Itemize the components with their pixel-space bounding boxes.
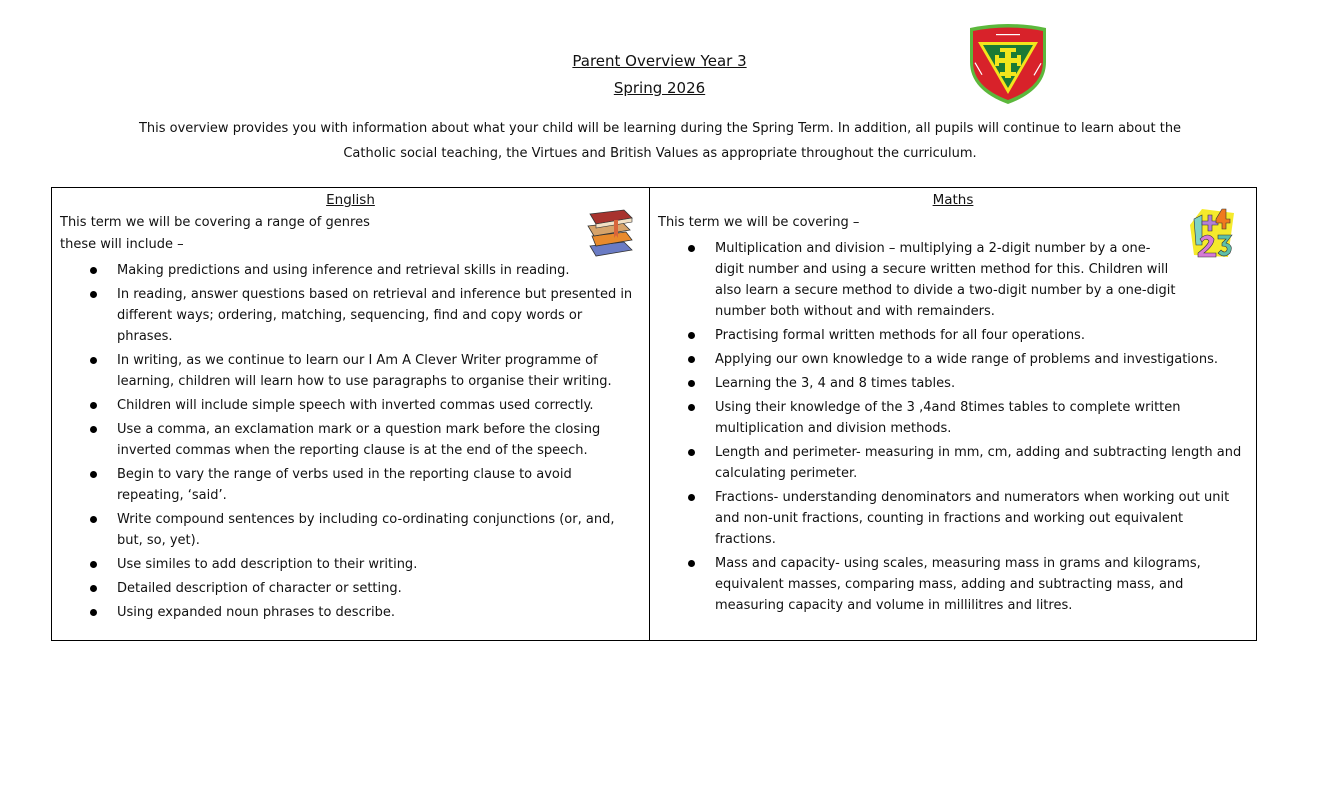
maths-item-text: Practising formal written methods for all four operations.	[715, 328, 1085, 343]
maths-item-text: Using their knowledge of the 3 ,4and 8times tables to complete written multiplication and division methods.	[715, 400, 1181, 436]
english-item-text: Making predictions and using inference and retrieval skills in reading.	[117, 263, 570, 278]
bullet-icon	[90, 291, 97, 298]
maths-lead: This term we will be covering –	[658, 215, 860, 230]
bullet-icon	[90, 516, 97, 523]
maths-item	[658, 349, 1248, 370]
bullet-icon	[90, 357, 97, 364]
maths-item	[658, 487, 1248, 550]
subjects-table	[51, 187, 1257, 641]
english-item	[60, 554, 641, 575]
bullet-icon	[90, 267, 97, 274]
maths-item-text: Length and perimeter- measuring in mm, cm, adding and subtracting length and calculating perimeter.	[715, 445, 1242, 481]
books-icon	[584, 206, 636, 258]
english-item-text: Detailed description of character or setting.	[117, 581, 402, 596]
document-header	[0, 48, 1319, 102]
term-title: Spring 2026	[613, 79, 706, 97]
english-item-text: Begin to vary the range of verbs used in the reporting clause to avoid repeating, ‘said’.	[117, 467, 572, 503]
bullet-icon	[90, 471, 97, 478]
english-lead-1: This term we will be covering a range of genres	[60, 215, 370, 230]
english-item	[60, 284, 641, 347]
bullet-icon	[688, 494, 695, 501]
maths-item-text: Mass and capacity- using scales, measuring mass in grams and kilograms, equivalent masses, comparing mass, adding and subtracting mass, and measuring capacity and volume in millilitres and litres.	[715, 556, 1201, 613]
bullet-icon	[90, 585, 97, 592]
maths-item	[658, 238, 1248, 322]
english-lead-2: these will include –	[60, 237, 184, 252]
bullet-icon	[688, 380, 695, 387]
english-item	[60, 509, 641, 551]
english-item-text: In reading, answer questions based on retrieval and inference but presented in different ways; ordering, matching, sequencing, find and copy words or phrases.	[117, 287, 633, 344]
bullet-icon	[688, 245, 695, 252]
intro-line-1: This overview provides you with information about what your child will be learning during the Spring Term. In addition, all pupils will continue to learn about the	[138, 121, 1182, 136]
bullet-icon	[90, 561, 97, 568]
maths-item-text: Fractions- understanding denominators and numerators when working out unit and non-unit fractions, counting in fractions and working out equivalent fractions.	[715, 490, 1230, 547]
english-item-text: Use a comma, an exclamation mark or a question mark before the closing inverted commas when the reporting clause is at the end of the speech.	[117, 422, 601, 458]
english-item-text: Write compound sentences by including co-ordinating conjunctions (or, and, but, so, yet).	[117, 512, 615, 548]
english-item-text: Children will include simple speech with inverted commas used correctly.	[117, 398, 594, 413]
maths-item-text: Learning the 3, 4 and 8 times tables.	[715, 376, 956, 391]
english-item-text: Using expanded noun phrases to describe.	[117, 605, 396, 620]
english-item	[60, 350, 641, 392]
intro-paragraph	[40, 116, 1280, 166]
english-column	[52, 188, 650, 640]
maths-heading: Maths	[932, 192, 974, 208]
maths-item-text: Applying our own knowledge to a wide range of problems and investigations.	[715, 352, 1219, 367]
school-crest-logo	[966, 22, 1050, 106]
maths-column	[650, 188, 1256, 640]
english-item	[60, 578, 641, 599]
maths-item-text: Multiplication and division – multiplying a 2-digit number by a one-digit number and using a secure written method for this. Children will also learn a secure method to divide a two-digit number by a one-digit number both without and with remainders.	[715, 241, 1176, 319]
bullet-icon	[688, 449, 695, 456]
maths-list	[658, 238, 1248, 616]
maths-item	[658, 442, 1248, 484]
english-item	[60, 464, 641, 506]
bullet-icon	[688, 332, 695, 339]
document-title: Parent Overview Year 3	[572, 52, 747, 70]
maths-item	[658, 397, 1248, 439]
bullet-icon	[90, 609, 97, 616]
english-item	[60, 419, 641, 461]
maths-item	[658, 373, 1248, 394]
english-item	[60, 260, 641, 281]
bullet-icon	[688, 404, 695, 411]
english-list	[60, 260, 641, 623]
english-item	[60, 395, 641, 416]
bullet-icon	[90, 402, 97, 409]
intro-line-2: Catholic social teaching, the Virtues and British Values as appropriate throughout the curriculum.	[343, 146, 977, 161]
english-item-text: In writing, as we continue to learn our I Am A Clever Writer programme of learning, children will learn how to use paragraphs to organise their writing.	[117, 353, 612, 389]
english-item	[60, 602, 641, 623]
bullet-icon	[90, 426, 97, 433]
bullet-icon	[688, 560, 695, 567]
bullet-icon	[688, 356, 695, 363]
maths-item	[658, 325, 1248, 346]
maths-item	[658, 553, 1248, 616]
english-heading: English	[326, 192, 375, 208]
english-item-text: Use similes to add description to their writing.	[117, 557, 418, 572]
